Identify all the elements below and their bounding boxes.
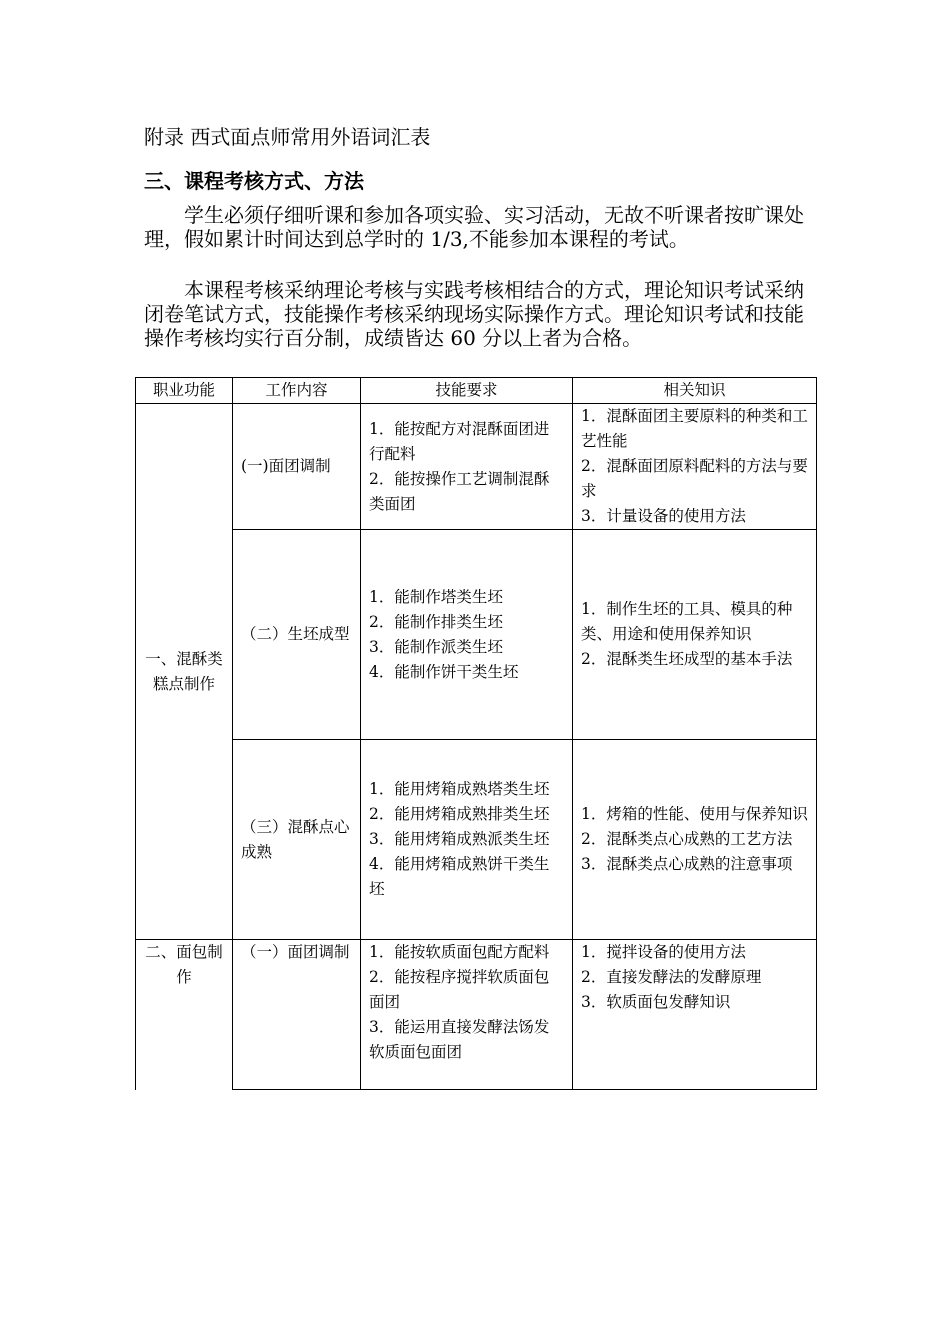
skill-item: 1．能按软质面包配方配料 <box>369 943 550 961</box>
function-cell: 二、面包制作 <box>136 940 233 1090</box>
skill-item: 3．能运用直接发酵法饧发软质面包面团 <box>369 1018 550 1061</box>
knowledge-item: 3．软质面包发酵知识 <box>581 993 731 1011</box>
skill-item: 3．能制作派类生坯 <box>369 637 503 656</box>
knowledge-item: 1．制作生坯的工具、模具的种类、用途和使用保养知识 <box>581 600 793 643</box>
skill-item: 1．能按配方对混酥面团进行配料 <box>369 419 550 463</box>
skill-item: 2．能按程序搅拌软质面包面团 <box>369 968 550 1011</box>
skill-item: 2．能按操作工艺调制混酥类面团 <box>369 469 550 513</box>
knowledge-item: 3．计量设备的使用方法 <box>581 507 746 525</box>
skills-cell <box>361 940 573 1090</box>
section-heading: 三、课程考核方式、方法 <box>144 169 364 193</box>
skill-item: 4．能制作饼干类生坯 <box>369 662 519 681</box>
content-cell: （一）面团调制 <box>233 940 361 1090</box>
knowledge-item: 3．混酥类点心成熟的注意事项 <box>581 855 793 873</box>
knowledge-item: 1．混酥面团主要原料的种类和工艺性能 <box>581 407 808 450</box>
header-knowledge: 相关知识 <box>573 378 817 404</box>
knowledge-cell <box>573 404 817 530</box>
skills-cell <box>361 740 573 940</box>
header-skills: 技能要求 <box>361 378 573 404</box>
paragraph-attendance: 学生必须仔细听课和参加各项实验、实习活动，无故不听课者按旷课处理，假如累计时间达到总学时的 1/3,不能参加本课程的考试。 <box>144 203 804 251</box>
knowledge-item: 2．混酥类点心成熟的工艺方法 <box>581 830 793 848</box>
knowledge-cell <box>573 740 817 940</box>
knowledge-item: 1．烤箱的性能、使用与保养知识 <box>581 805 808 823</box>
table-row <box>136 530 817 740</box>
skills-cell <box>361 530 573 740</box>
skill-item: 1．能用烤箱成熟塔类生坯 <box>369 780 550 798</box>
table-row <box>136 740 817 940</box>
knowledge-item: 2．混酥面团原料配料的方法与要求 <box>581 457 808 500</box>
header-function: 职业功能 <box>136 378 233 404</box>
skill-item: 2．能用烤箱成熟排类生坯 <box>369 805 550 823</box>
skill-item: 1．能制作塔类生坯 <box>369 587 503 606</box>
knowledge-cell <box>573 530 817 740</box>
knowledge-item: 2．直接发酵法的发酵原理 <box>581 968 762 986</box>
function-cell: 一、混酥类糕点制作 <box>136 404 233 940</box>
table-row <box>136 940 817 1090</box>
table-row <box>136 404 817 530</box>
content-cell: （三）混酥点心成熟 <box>233 740 361 940</box>
content-cell: （二）生坯成型 <box>233 530 361 740</box>
knowledge-item: 2．混酥类生坯成型的基本手法 <box>581 650 793 668</box>
table-header-row <box>136 378 817 404</box>
content-cell: (一)面团调制 <box>233 404 361 530</box>
skills-cell <box>361 404 573 530</box>
paragraph-assessment: 本课程考核采纳理论考核与实践考核相结合的方式，理论知识考试采纳闭卷笔试方式，技能操作考核采纳现场实际操作方式。理论知识考试和技能操作考核均实行百分制，成绩皆达 60 分以上者为合格。 <box>144 278 804 350</box>
skill-item: 3．能用烤箱成熟派类生坯 <box>369 830 550 848</box>
appendix-line: 附录 西式面点师常用外语词汇表 <box>144 125 431 149</box>
skill-item: 4．能用烤箱成熟饼干类生坯 <box>369 855 550 898</box>
knowledge-item: 1．搅拌设备的使用方法 <box>581 943 746 961</box>
knowledge-cell <box>573 940 817 1090</box>
skill-item: 2．能制作排类生坯 <box>369 612 503 631</box>
header-content: 工作内容 <box>233 378 361 404</box>
skills-table <box>135 377 817 1090</box>
